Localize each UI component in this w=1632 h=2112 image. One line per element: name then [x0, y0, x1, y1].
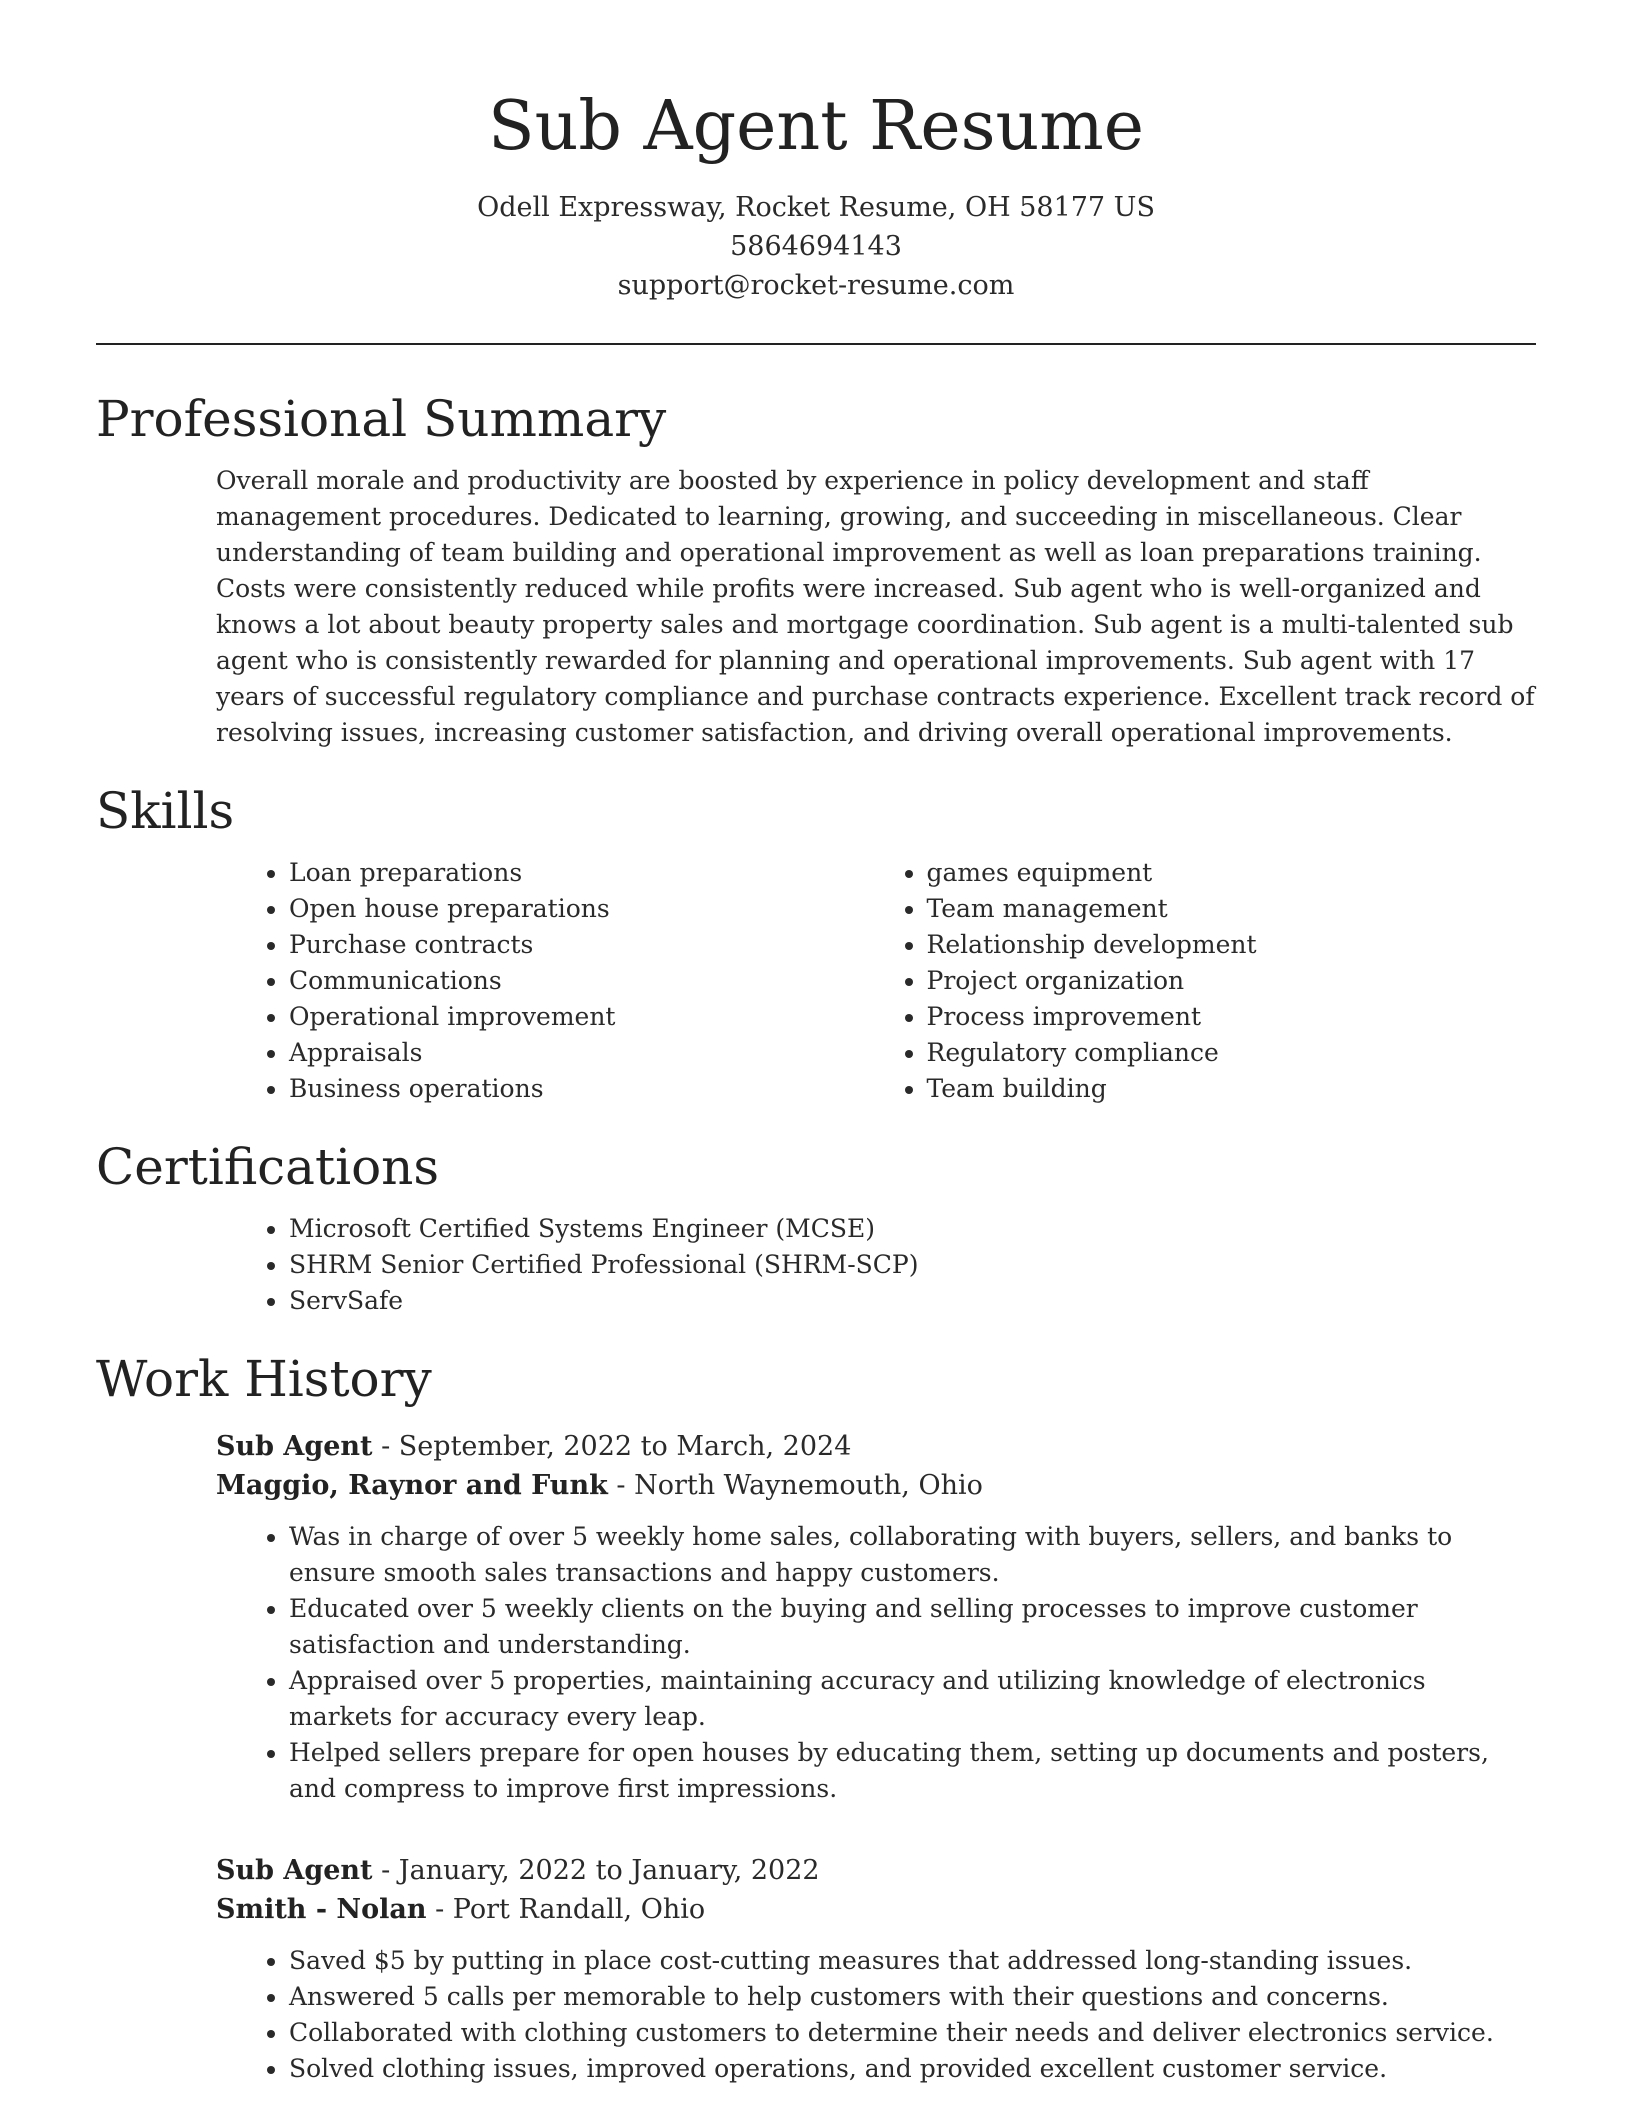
job-bullet: • Appraised over 5 properties, maintaining accuracy and utilizing knowledge of electronics markets for accuracy every leap. — [289, 1663, 1536, 1735]
job-company-line — [216, 1466, 1536, 1505]
skill-item: • Loan preparations — [289, 855, 899, 891]
job-role: Sub Agent — [216, 1431, 373, 1463]
skill-item: • Regulatory compliance — [927, 1035, 1537, 1071]
job-bullet: • Collaborated with clothing customers to determine their needs and deliver electronics service. — [289, 2015, 1536, 2051]
contact-phone: 5864694143 — [730, 231, 902, 263]
skill-item: • Team management — [927, 891, 1537, 927]
certification-item: • SHRM Senior Certified Professional (SHRM-SCP) — [289, 1247, 1536, 1283]
summary-text: Overall morale and productivity are boosted by experience in policy development and staff management procedures. Dedicated to learning, growing, and succeeding in miscellaneous. Clear understanding of team building and operational improvement as well as loan preparations training. Costs were consistently reduced while profits were increased. Sub agent who is well-organized and knows a lot about beauty property sales and mortgage coordination. Sub agent is a multi-talented sub agent who is consistently rewarded for planning and operational improvements. Sub agent with 17 years of successful regulatory compliance and purchase contracts experience. Excellent track record of resolving issues, increasing customer satisfaction, and driving overall operational improvements. — [216, 466, 1535, 748]
certifications-heading: Certifications — [96, 1138, 440, 1197]
skill-item: • Team building — [927, 1071, 1537, 1107]
job-location: - Port Randall, Ohio — [426, 1894, 706, 1926]
skill-item: • Business operations — [289, 1071, 899, 1107]
resume-title: Sub Agent Resume — [488, 87, 1144, 166]
job-bullet: • Answered 5 calls per memorable to help customers with their questions and concerns. — [289, 1979, 1536, 2015]
work-history-heading: Work History — [96, 1350, 432, 1409]
contact-email: support@rocket-resume.com — [617, 270, 1015, 302]
summary-section — [96, 389, 1536, 751]
job-bullet: • Educated over 5 weekly clients on the buying and selling processes to improve customer satisfaction and understanding. — [289, 1591, 1536, 1663]
skill-item: • games equipment — [927, 855, 1537, 891]
contact-address: Odell Expressway, Rocket Resume, OH 58177 US — [477, 192, 1155, 224]
skill-item: • Communications — [289, 963, 899, 999]
skill-item: • Project organization — [927, 963, 1537, 999]
job-entry — [216, 1427, 1536, 1807]
skill-item: • Purchase contracts — [289, 927, 899, 963]
resume-page — [96, 0, 1536, 2087]
skill-item: • Appraisals — [289, 1035, 899, 1071]
skill-item: • Open house preparations — [289, 891, 899, 927]
job-bullet: • Saved $5 by putting in place cost-cutting measures that addressed long-standing issues. — [289, 1943, 1536, 1979]
job-entry — [216, 1851, 1536, 2087]
skills-section — [96, 781, 1536, 1107]
job-company: Maggio, Raynor and Funk — [216, 1470, 608, 1502]
job-dates: - January, 2022 to January, 2022 — [372, 1855, 820, 1887]
contact-block — [96, 188, 1536, 305]
header-divider — [96, 343, 1536, 345]
certifications-list — [261, 1211, 1536, 1319]
job-bullet: • Helped sellers prepare for open houses by educating them, setting up documents and posters, and compress to improve first impressions. — [289, 1735, 1536, 1807]
skills-list-left — [261, 855, 899, 1107]
skill-item: • Process improvement — [927, 999, 1537, 1035]
summary-heading: Professional Summary — [96, 390, 667, 449]
certification-item: • Microsoft Certified Systems Engineer (MCSE) — [289, 1211, 1536, 1247]
certification-item: • ServSafe — [289, 1283, 1536, 1319]
job-dates: - September, 2022 to March, 2024 — [372, 1431, 852, 1463]
job-location: - North Waynemouth, Ohio — [607, 1470, 983, 1502]
job-role-line — [216, 1427, 1536, 1466]
job-role-line — [216, 1851, 1536, 1890]
skills-columns — [261, 855, 1536, 1107]
job-bullet: • Solved clothing issues, improved operations, and provided excellent customer service. — [289, 2051, 1536, 2087]
job-bullets — [261, 1943, 1536, 2087]
work-history-section — [96, 1349, 1536, 2087]
job-bullet: • Was in charge of over 5 weekly home sales, collaborating with buyers, sellers, and banks to ensure smooth sales transactions and happy customers. — [289, 1519, 1536, 1591]
job-company: Smith - Nolan — [216, 1894, 427, 1926]
resume-header — [96, 0, 1536, 305]
skills-heading: Skills — [96, 782, 235, 841]
job-role: Sub Agent — [216, 1855, 373, 1887]
skill-item: • Relationship development — [927, 927, 1537, 963]
certifications-section — [96, 1137, 1536, 1319]
skill-item: • Operational improvement — [289, 999, 899, 1035]
job-company-line — [216, 1890, 1536, 1929]
job-bullets — [261, 1519, 1536, 1807]
skills-list-right — [899, 855, 1537, 1107]
